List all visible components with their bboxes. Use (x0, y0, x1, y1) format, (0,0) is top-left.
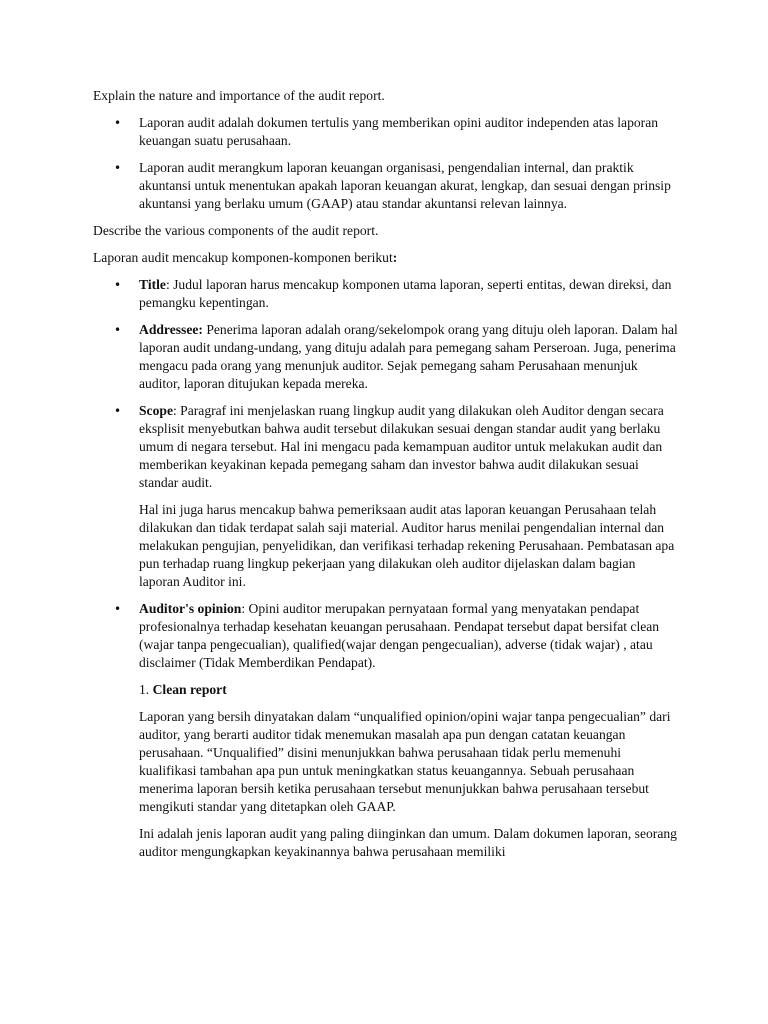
component-term: Addressee: (139, 322, 203, 337)
bullet-icon: • (114, 161, 122, 175)
component-text: Opini auditor merupakan pernyataan formal yang menyatakan pendapat profesionalnya terhadap kesehatan keuangan perusahaan. Pendapat tersebut dapat bersifat clean (wajar tanpa pengecualian), qualified(wajar dengan pengecualian), adverse (tidak wajar) , atau disclaimer (Tidak Memberdikan Pendapat). (139, 601, 660, 670)
component-text: Paragraf ini menjelaskan ruang lingkup audit yang dilakukan oleh Auditor dengan secara eksplisit menyebutkan bahwa audit tersebut dilakukan sesuai dengan standar audit yang berlaku umum di negara tersebut. Hal ini mengacu pada kemampuan auditor untuk melakukan audit dan memberikan keyakinan kepada pemegang saham dan investor bahwa audit dilakukan sesuai standar audit. (139, 403, 664, 490)
component-text: Judul laporan harus mencakup komponen utama laporan, seperti entitas, dewan direksi, dan pemangku kepentingan. (139, 277, 672, 310)
document-page (93, 87, 678, 870)
component-sep: : (172, 403, 177, 418)
component-text: Penerima laporan adalah orang/sekelompok orang yang dituju oleh laporan. Dalam hal laporan audit undang-undang, yang dituju adalah para pemegang saham Perseroan. Juga, penerima mengacu pada orang yang menunjuk auditor. Sejak pemegang saham Perusahaan menunjuk auditor, laporan ditujukan kepada mereka. (139, 322, 678, 391)
components-intro-text: Laporan audit mencakup komponen-komponen berikut (93, 250, 393, 265)
clean-report-heading (139, 681, 678, 699)
list-item-text: Laporan audit adalah dokumen tertulis yang memberikan opini auditor independen atas laporan keuangan suatu perusahaan. (139, 115, 659, 148)
list-item-addressee (93, 321, 678, 393)
bullet-icon: • (114, 404, 122, 418)
list-item-auditors-opinion (93, 600, 678, 861)
component-sep: : (165, 277, 170, 292)
bullet-icon: • (114, 116, 122, 130)
components-intro-colon: : (392, 250, 398, 265)
bullet-icon: • (114, 278, 122, 292)
components-intro (93, 249, 678, 267)
clean-report-paragraph: Laporan yang bersih dinyatakan dalam “unqualified opinion/opini wajar tanpa pengecualian” dari auditor, yang berarti auditor tidak menemukan masalah apa pun dengan catatan keuangan perusahaan. “Unqualified” disini menunjukkan bahwa perusahaan tidak perlu memenuhi kualifikasi tambahan apa pun untuk meningkatkan status keuangannya. Sebuah perusahaan menerima laporan bersih ketika perusahaan tersebut menunjukkan bahwa perusahaan tersebut mengikuti standar yang ditetapkan oleh GAAP. (139, 709, 671, 814)
scope-extra-paragraph: Hal ini juga harus mencakup bahwa pemeriksaan audit atas laporan keuangan Perusahaan telah dilakukan dan tidak terdapat salah saji material. Auditor harus menilai pengendalian internal dan melakukan pengujian, penyelidikan, dan verifikasi terhadap rekening Perusahaan. Pembatasan apa pun terhadap ruang lingkup pekerjaan yang dilakukan oleh auditor dijelaskan dalam bagian laporan Auditor ini. (139, 502, 675, 589)
list-item-title (93, 276, 678, 312)
nature-bullet-list (93, 114, 678, 213)
component-term: Auditor's opinion (139, 601, 242, 616)
bullet-icon: • (114, 602, 122, 616)
sub-heading: Clean report (152, 682, 227, 697)
list-item (93, 159, 678, 213)
clean-report-paragraph: Ini adalah jenis laporan audit yang paling diinginkan dan umum. Dalam dokumen laporan, seorang auditor mengungkapkan keyakinannya bahwa perusahaan memiliki (139, 826, 677, 859)
component-term: Scope (139, 403, 173, 418)
question-2: Describe the various components of the audit report. (93, 223, 379, 238)
component-sep: : (241, 601, 246, 616)
list-item-scope (93, 402, 678, 591)
sub-number: 1. (139, 682, 150, 697)
components-bullet-list (93, 276, 678, 861)
question-1: Explain the nature and importance of the audit report. (93, 88, 385, 103)
list-item-text: Laporan audit merangkum laporan keuangan organisasi, pengendalian internal, dan praktik akuntansi untuk menentukan apakah laporan keuangan akurat, lengkap, dan sesuai dengan prinsip akuntansi yang berlaku umum (GAAP) atau standar akuntansi relevan lainnya. (139, 160, 671, 211)
bullet-icon: • (114, 323, 122, 337)
list-item (93, 114, 678, 150)
component-term: Title (139, 277, 166, 292)
